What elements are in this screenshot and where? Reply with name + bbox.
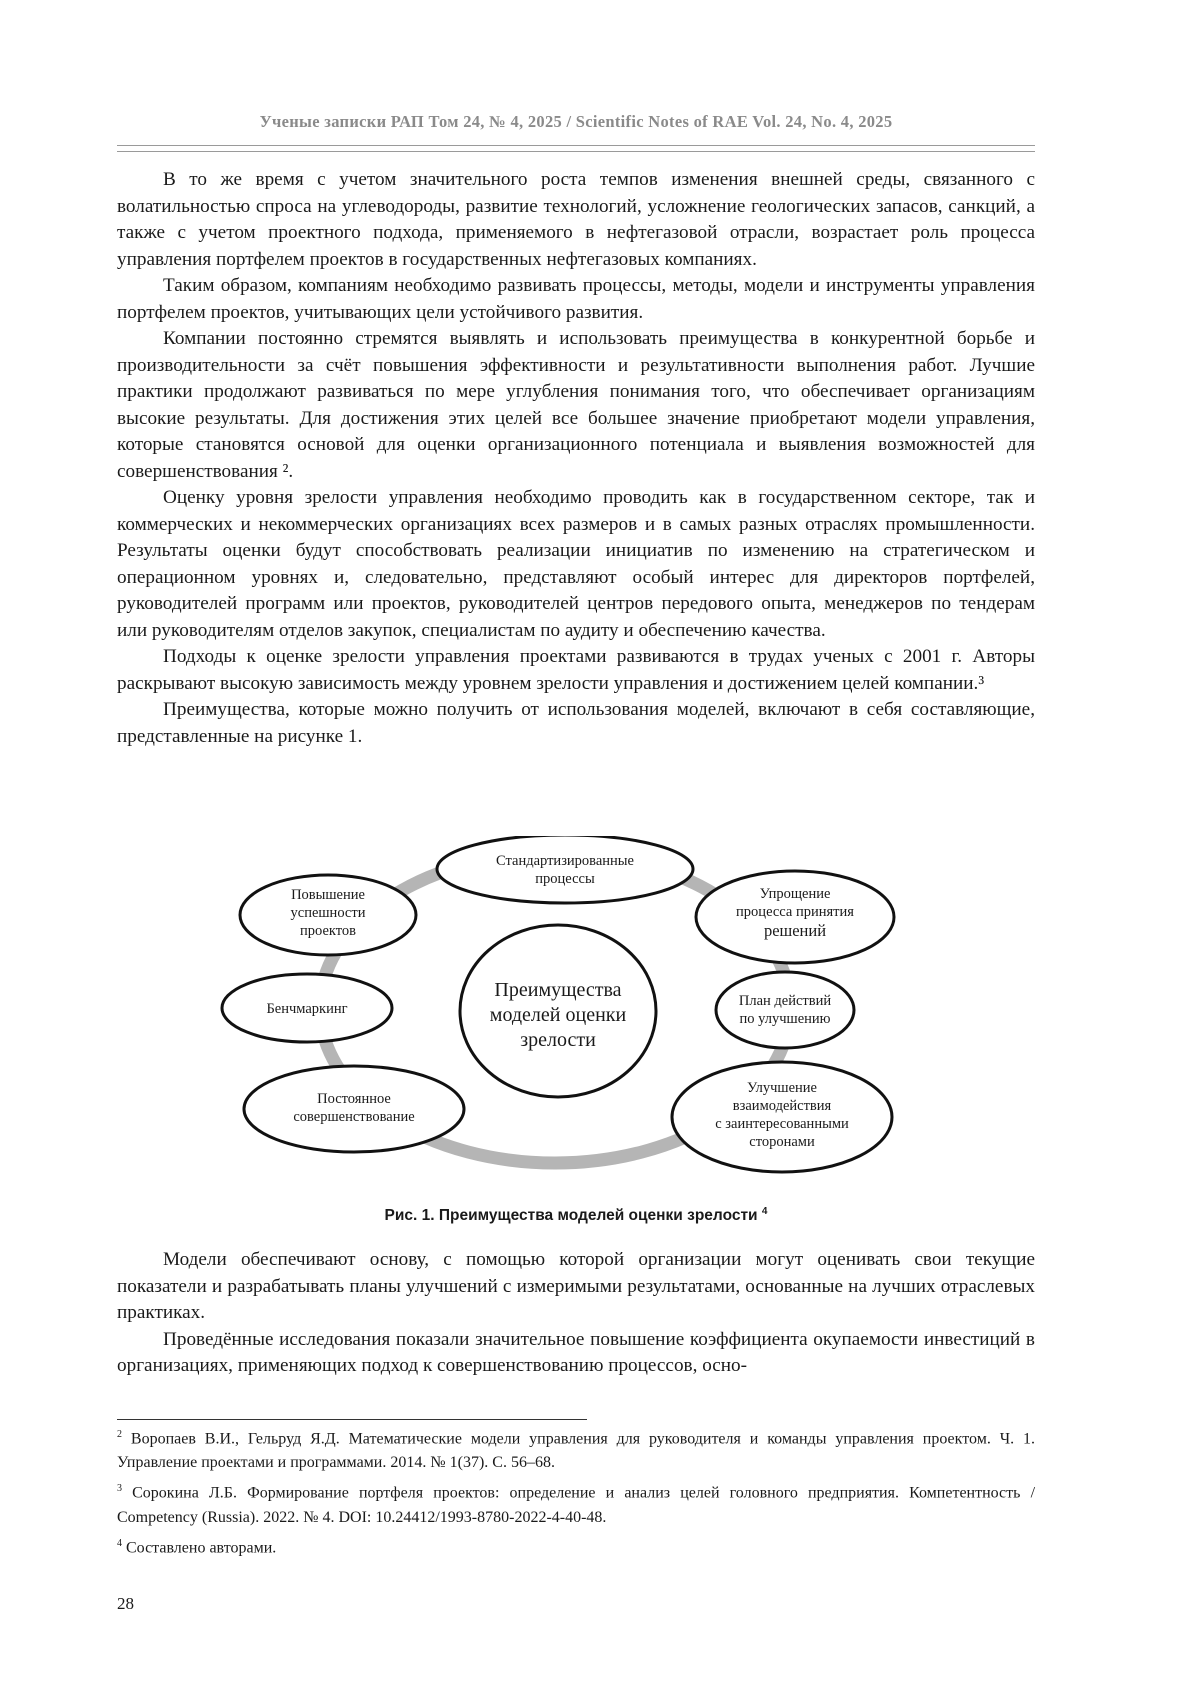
center-node (460, 925, 656, 1097)
node-project-success (240, 875, 416, 955)
node-label: решений (763, 921, 827, 940)
node-action-plan (716, 972, 854, 1048)
body-text-top (117, 167, 1035, 750)
node-label: Бенчмаркинг (266, 1001, 348, 1017)
node-label: взаимодействия (732, 1098, 832, 1114)
footnote (117, 1532, 1035, 1560)
node-standardized-processes (437, 836, 693, 903)
running-header: Ученые записки РАП Том 24, № 4, 2025 / Scientific Notes of RAE Vol. 24, No. 4, 2025 (259, 112, 893, 131)
center-label-2: моделей оценки (489, 1004, 627, 1026)
node-label: успешности (290, 905, 366, 921)
page-number: 28 (117, 1594, 134, 1613)
node-simplify-decisions (696, 871, 894, 963)
figure-caption-text: Рис. 1. Преимущества моделей оценки зрелости (384, 1207, 758, 1225)
footnote (117, 1423, 1035, 1475)
node-label: План действий (738, 993, 832, 1009)
paragraph: Преимущества, которые можно получить от использования моделей, включают в себя составляющие, представленные на рисунке 1. (117, 699, 1035, 747)
paragraph: Модели обеспечивают основу, с помощью которой организации могут оценивать свои текущие показатели и разрабатывать планы улучшений с измеримыми результатами, основанные на лучших отраслевых практиках. (117, 1249, 1035, 1323)
footnote-number: 4 (117, 1537, 122, 1549)
footnote-number: 3 (117, 1483, 122, 1495)
node-benchmarking (222, 974, 392, 1042)
footnote-text: Сорокина Л.Б. Формирование портфеля проектов: определение и анализ целей головного предприятия. Компетентность / Competency (Russia). 2022. № 4. DOI: 10.24412/1993-8780-2022-4-40-48. (117, 1484, 1036, 1526)
node-label: Упрощение (759, 886, 831, 902)
footnote-text: Составлено авторами. (126, 1538, 277, 1556)
paragraph: Проведённые исследования показали значительное повышение коэффициента окупаемости инвестиций в организациях, применяющих подход к совершенствованию процессов, осно- (117, 1328, 1035, 1376)
node-label: Стандартизированные (496, 853, 634, 869)
figure-caption (117, 1206, 1035, 1225)
node-continuous-improvement (244, 1066, 464, 1152)
node-stakeholder-interaction (672, 1062, 892, 1172)
node-label: Улучшение (747, 1080, 817, 1096)
footnote-number: 2 (117, 1429, 122, 1440)
diagram-svg (210, 836, 900, 1186)
footnotes (117, 1423, 1035, 1562)
paragraph: Подходы к оценке зрелости управления проектами развиваются в трудах ученых с 2001 г. Авторы раскрывают высокую зависимость между уровнем зрелости управления и достижением целей компании.³ (117, 646, 1035, 694)
footnote-separator (117, 1419, 587, 1420)
header-rule-bottom (117, 151, 1035, 152)
node-label: Повышение (291, 887, 365, 903)
figure-benefits-diagram (210, 836, 900, 1186)
node-label: сторонами (749, 1134, 815, 1150)
paragraph: В то же время с учетом значительного роста темпов изменения внешней среды, связанного с волатильностью спроса на углеводороды, развитие технологий, усложнение геологических запасов, санкций, а также с учетом проектного подхода, применяемого в нефтегазовой отрасли, возрастает роль процесса управления портфелем проектов в государственных нефтегазовых компаниях. (117, 169, 1035, 270)
header-rule-top (117, 145, 1035, 146)
paragraph: Оценку уровня зрелости управления необходимо проводить как в государственном секторе, так и коммерческих и некоммерческих организациях всех размеров и в самых разных отраслях промышленности. Результаты оценки будут способствовать реализации инициатив по изменению на стратегическом и операционном уровнях и, следовательно, представляют особый интерес для директоров портфелей, руководителей программ или проектов, руководителей центров передового опыта, менеджеров по тендерам или руководителям отделов закупок, специалистам по аудиту и обеспечению качества. (117, 487, 1035, 641)
node-label: Постоянное (317, 1091, 391, 1107)
footnote-text: Воропаев В.И., Гельруд Я.Д. Математические модели управления для руководителя и команды управления проектом. Ч. 1. Управление проектами и программами. 2014. № 1(37). С. 56–68. (117, 1430, 1036, 1472)
node-label: совершенствование (293, 1109, 415, 1125)
node-label: процессы (535, 871, 595, 887)
node-label: по улучшению (739, 1011, 831, 1027)
paragraph: Компании постоянно стремятся выявлять и использовать преимущества в конкурентной борьбе и производительности за счёт повышения эффективности и результативности выполнения работ. Лучшие практики продолжают развиваться по мере углубления понимания того, что обеспечивает организациям высокие результаты. Для достижения этих целей все большее значение приобретают модели управления, которые становятся основой для оценки организационного потенциала и выявления возможностей для совершенствования ². (117, 328, 1035, 482)
paragraph: Таким образом, компаниям необходимо развивать процессы, методы, модели и инструменты управления портфелем проектов, учитывающих цели устойчивого развития. (117, 275, 1035, 323)
node-label: процесса принятия (736, 904, 854, 920)
node-label: с заинтересованными (715, 1116, 849, 1132)
body-text-bottom (117, 1247, 1035, 1380)
center-label-1: Преимущества (494, 979, 622, 1001)
footnote (117, 1477, 1035, 1529)
center-label-3: зрелости (520, 1029, 596, 1051)
figure-caption-footnote-ref: 4 (761, 1206, 768, 1217)
node-label: проектов (300, 923, 356, 939)
